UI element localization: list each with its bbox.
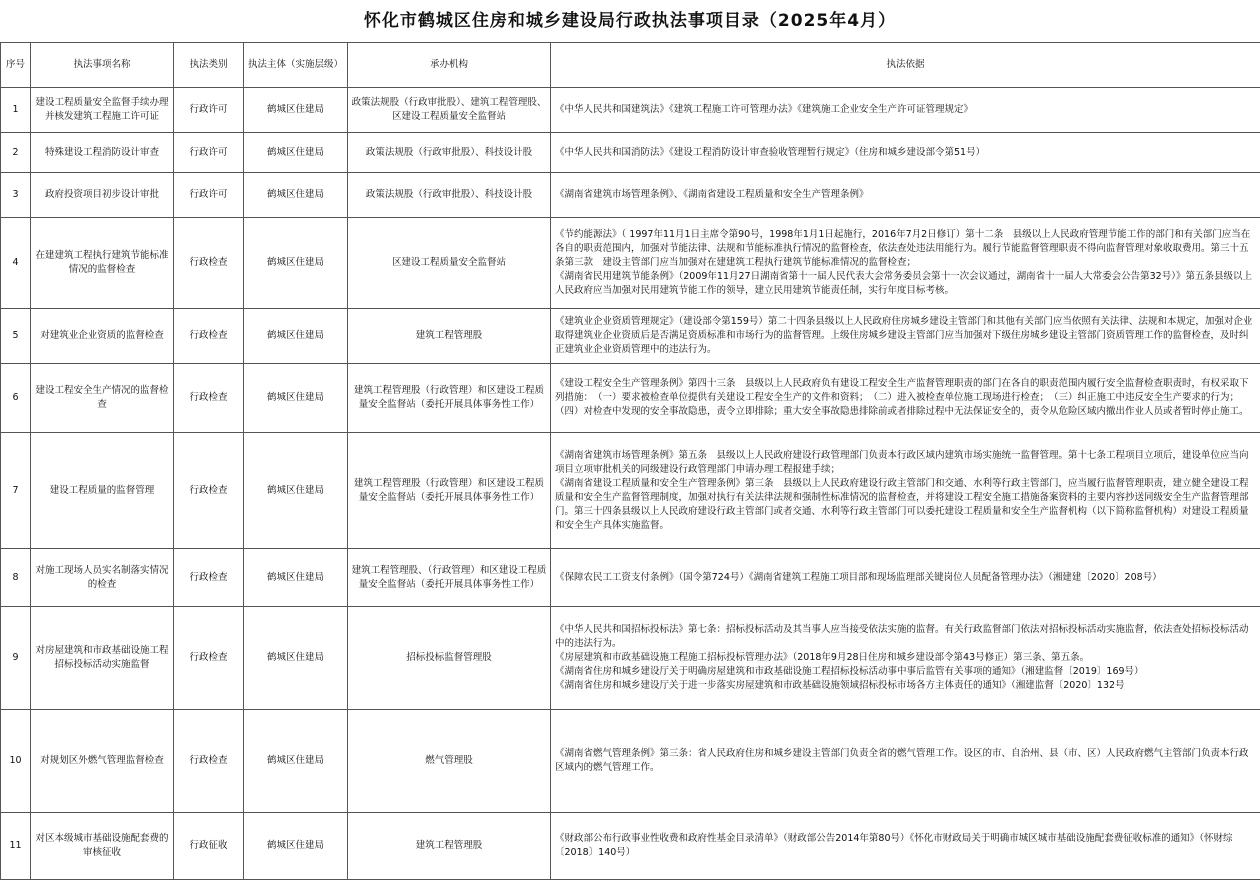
- row-subject: 鹤城区住建局: [244, 309, 348, 364]
- row-category: 行政检查: [174, 607, 244, 710]
- row-seq: 3: [1, 173, 31, 218]
- table-row: [1, 364, 1260, 433]
- basis-paragraph: 《湖南省建设工程质量和安全生产管理条例》第三条 县级以上人民政府建设行政主管部门和交通、水利等行政主管部门，应当履行监督管理职责，建立健全建设工程质量和安全生产监督管理制度，加强对执行有关法律法规和强制性标准情况的监督检查，并将建设工程安全施工措施备案资料的主要内容抄送同级安全生产监督管理部门。第三十四条县级以上人民政府建设行政主管部门或者交通、水利等行政主管部门可以委托建设工程质量和安全生产监督机构（以下简称监督机构）对建设工程质量和安全生产具体实施监督。: [555, 477, 1249, 531]
- row-agency: 燃气管理股: [348, 710, 551, 813]
- table-row: [1, 218, 1260, 309]
- header-basis: 执法依据: [551, 43, 1260, 88]
- basis-paragraph: 《湖南省建筑市场管理条例》第五条 县级以上人民政府建设行政管理部门负责本行政区域内建筑市场实施统一监督管理。第十七条工程项目立项后，建设单位应当向项目立项审批机关的同级建设行政管理部门申请办理工程报建手续；: [555, 449, 1249, 475]
- basis-paragraph: 《湖南省燃气管理条例》第三条：省人民政府住房和城乡建设主管部门负责全省的燃气管理工作。设区的市、自治州、县（市、区）人民政府燃气主管部门负责本行政区域内的燃气管理工作。: [555, 748, 1249, 773]
- header-seq: 序号: [1, 43, 31, 88]
- table-row: [1, 710, 1260, 813]
- row-agency: 建筑工程管理股: [348, 813, 551, 880]
- row-seq: 4: [1, 218, 31, 309]
- row-item-name: 对建筑业企业资质的监督检查: [31, 309, 174, 364]
- row-agency: 建筑工程管理股: [348, 309, 551, 364]
- row-seq: 6: [1, 364, 31, 433]
- row-basis: [551, 88, 1260, 133]
- row-seq: 7: [1, 433, 31, 549]
- row-agency: 建筑工程管理股（行政管理）和区建设工程质量安全监督站（委托开展具体事务性工作）: [348, 433, 551, 549]
- row-basis: [551, 364, 1260, 433]
- row-subject: 鹤城区住建局: [244, 133, 348, 173]
- row-item-name: 在建建筑工程执行建筑节能标准情况的监督检查: [31, 218, 174, 309]
- row-subject: 鹤城区住建局: [244, 549, 348, 607]
- row-subject: 鹤城区住建局: [244, 364, 348, 433]
- row-subject: 鹤城区住建局: [244, 88, 348, 133]
- row-agency: 招标投标监督管理股: [348, 607, 551, 710]
- row-basis: [551, 710, 1260, 813]
- table-row: [1, 607, 1260, 710]
- basis-paragraph: 《财政部公布行政事业性收费和政府性基金目录清单》（财政部公告2014年第80号）《怀化市财政局关于明确市城区城市基础设施配套费征收标准的通知》（怀财综〔2018〕140号）: [555, 833, 1233, 858]
- header-category: 执法类别: [174, 43, 244, 88]
- enforcement-table: [0, 42, 1260, 880]
- basis-paragraph: 《中华人民共和国招标投标法》第七条：招标投标活动及其当事人应当接受依法实施的监督。有关行政监督部门依法对招标投标活动实施监督，依法查处招标投标活动中的违法行为。: [555, 624, 1249, 649]
- row-category: 行政许可: [174, 133, 244, 173]
- basis-paragraph: 《中华人民共和国建筑法》《建筑工程施工许可管理办法》《建筑施工企业安全生产许可证管理规定》: [555, 104, 974, 115]
- row-subject: 鹤城区住建局: [244, 433, 348, 549]
- row-item-name: 对房屋建筑和市政基础设施工程招标投标活动实施监督: [31, 607, 174, 710]
- page-title: 怀化市鹤城区住房和城乡建设局行政执法事项目录（2025年4月）: [363, 11, 897, 31]
- table-row: [1, 549, 1260, 607]
- row-agency: 政策法规股（行政审批股）、科技设计股: [348, 133, 551, 173]
- row-basis: [551, 173, 1260, 218]
- row-item-name: 对施工现场人员实名制落实情况的检查: [31, 549, 174, 607]
- row-seq: 1: [1, 88, 31, 133]
- row-item-name: 建设工程安全生产情况的监督检查: [31, 364, 174, 433]
- row-category: 行政检查: [174, 549, 244, 607]
- row-category: 行政检查: [174, 710, 244, 813]
- row-category: 行政检查: [174, 364, 244, 433]
- row-category: 行政检查: [174, 433, 244, 549]
- row-subject: 鹤城区住建局: [244, 607, 348, 710]
- row-basis: [551, 607, 1260, 710]
- row-item-name: 特殊建设工程消防设计审查: [31, 133, 174, 173]
- row-subject: 鹤城区住建局: [244, 813, 348, 880]
- row-seq: 5: [1, 309, 31, 364]
- row-category: 行政许可: [174, 88, 244, 133]
- row-agency: 政策法规股（行政审批股）、科技设计股: [348, 173, 551, 218]
- header-agency: 承办机构: [348, 43, 551, 88]
- table-row: [1, 173, 1260, 218]
- table-row: [1, 433, 1260, 549]
- row-item-name: 建设工程质量安全监督手续办理并核发建筑工程施工许可证: [31, 88, 174, 133]
- basis-paragraph: 《房屋建筑和市政基础设施工程施工招标投标管理办法》（2018年9月28日住房和城乡建设部令第43号修正）第三条、第五条。: [555, 652, 1090, 663]
- row-seq: 9: [1, 607, 31, 710]
- row-seq: 10: [1, 710, 31, 813]
- row-basis: [551, 813, 1260, 880]
- row-agency: 区建设工程质量安全监督站: [348, 218, 551, 309]
- row-agency: 政策法规股（行政审批股）、建筑工程管理股、区建设工程质量安全监督站: [348, 88, 551, 133]
- row-item-name: 对规划区外燃气管理监督检查: [31, 710, 174, 813]
- basis-paragraph: 《湖南省民用建筑节能条例》（2009年11月27日湖南省第十一届人民代表大会常务委员会第十一次会议通过，湖南省十一届人大常委会公告第32号）》第五条县级以上人民政府应当加强对民用建筑节能工作的领导，建立民用建筑节能责任制，实行年度目标考核。: [555, 271, 1252, 296]
- table-header-row: [1, 43, 1260, 88]
- basis-paragraph: 《湖南省住房和城乡建设厅关于进一步落实房屋建筑和市政基础设施领域招标投标市场各方主体责任的通知》（湘建监督〔2020〕132号: [555, 680, 1125, 691]
- row-subject: 鹤城区住建局: [244, 173, 348, 218]
- row-subject: 鹤城区住建局: [244, 218, 348, 309]
- row-category: 行政征收: [174, 813, 244, 880]
- header-subject: 执法主体（实施层级）: [244, 43, 348, 88]
- basis-paragraph: 《保障农民工工资支付条例》（国令第724号）《湖南省建筑工程施工项目部和现场监理部关键岗位人员配备管理办法》（湘建建〔2020〕208号）: [555, 571, 1162, 583]
- table-row: [1, 309, 1260, 364]
- table-row: [1, 813, 1260, 880]
- row-basis: [551, 309, 1260, 364]
- row-basis: [551, 549, 1260, 607]
- row-agency: 建筑工程管理股（行政管理）和区建设工程质量安全监督站（委托开展具体事务性工作）: [348, 364, 551, 433]
- row-item-name: 建设工程质量的监督管理: [31, 433, 174, 549]
- row-category: 行政许可: [174, 173, 244, 218]
- row-basis: [551, 133, 1260, 173]
- table-row: [1, 88, 1260, 133]
- row-agency: 建筑工程管理股、（行政管理）和区建设工程质量安全监督站（委托开展具体事务性工作）: [348, 549, 551, 607]
- row-seq: 11: [1, 813, 31, 880]
- basis-paragraph: 《节约能源法》（ 1997年11月1日主席令第90号，1998年1月1日起施行，2016年7月2日修订）第十二条 县级以上人民政府管理节能工作的部门和有关部门应当在各自的职责范围内，加强对节能法律、法规和节能标准执行情况的监督检查，依法查处违法用能行为。履行节能监督管理职责不得向监督管理对象收取费用。第三十五条第三款 建设主管部门应当加强对在建建筑工程执行建筑节能标准情况的监督检查；: [555, 229, 1251, 268]
- row-seq: 8: [1, 549, 31, 607]
- row-basis: [551, 218, 1260, 309]
- basis-paragraph: 《湖南省住房和城乡建设厅关于明确房屋建筑和市政基础设施工程招标投标活动事中事后监管有关事项的通知》（湘建监督〔2019〕169号）: [555, 666, 1144, 677]
- basis-paragraph: 《建设工程安全生产管理条例》第四十三条 县级以上人民政府负有建设工程安全生产监督管理职责的部门在各自的职责范围内履行安全监督检查职责时，有权采取下列措施： （一）要求被检查单位提供有关建设工程安全生产的文件和资料； （二）进入被检查单位施工现场进行检查； （三）纠正施工中违反安全生产要求的行为； （四）对检查中发现的安全事故隐患，责令立即排除；重大安全事故隐患排除前或者排除过程中无法保证安全的，责令从危险区域内撤出作业人员或者暂时停止施工。: [555, 378, 1249, 417]
- row-item-name: 政府投资项目初步设计审批: [31, 173, 174, 218]
- row-seq: 2: [1, 133, 31, 173]
- row-category: 行政检查: [174, 309, 244, 364]
- basis-paragraph: 《湖南省建筑市场管理条例》、《湖南省建设工程质量和安全生产管理条例》: [555, 189, 869, 200]
- row-subject: 鹤城区住建局: [244, 710, 348, 813]
- header-name: 执法事项名称: [31, 43, 174, 88]
- table-row: [1, 133, 1260, 173]
- basis-paragraph: 《建筑业企业资质管理规定》（建设部令第159号）第二十四条县级以上人民政府住房城乡建设主管部门和其他有关部门应当依照有关法律、法规和本规定，加强对企业取得建筑业企业资质后是否满足资质标准和市场行为的监督管理。上级住房城乡建设主管部门应当加强对下级住房城乡建设主管部门资质管理工作的监督检查，及时纠正建筑业企业资质管理中的违法行为。: [555, 316, 1253, 355]
- row-category: 行政检查: [174, 218, 244, 309]
- row-item-name: 对区本级城市基础设施配套费的审核征收: [31, 813, 174, 880]
- row-basis: [551, 433, 1260, 549]
- basis-paragraph: 《中华人民共和国消防法》《建设工程消防设计审查验收管理暂行规定》（住房和城乡建设部令第51号）: [555, 146, 986, 158]
